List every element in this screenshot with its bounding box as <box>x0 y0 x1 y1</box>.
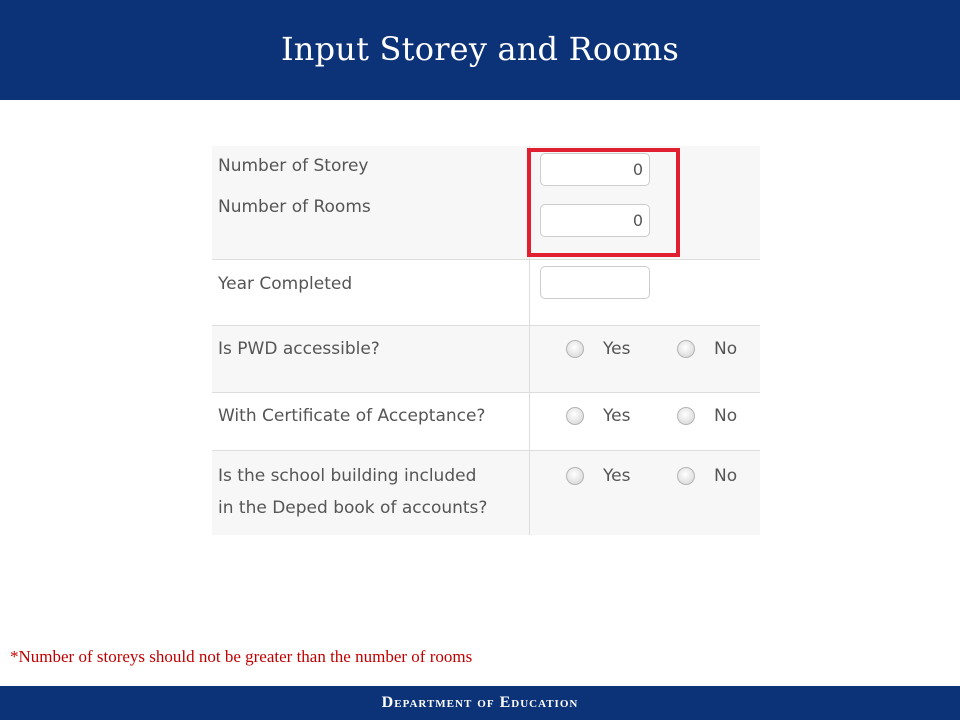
pwd-no-radio[interactable] <box>677 340 695 358</box>
rooms-input[interactable] <box>540 204 650 237</box>
book-of-accounts-no-radio[interactable] <box>677 467 695 485</box>
pwd-label: Is PWD accessible? <box>218 339 380 359</box>
year-completed-row <box>212 260 760 326</box>
pwd-row <box>212 326 760 393</box>
slide-title: Input Storey and Rooms <box>280 30 680 68</box>
book-of-accounts-label-line2: in the Deped book of accounts? <box>218 498 488 518</box>
footnote: *Number of storeys should not be greater than the number of rooms <box>10 647 473 666</box>
pwd-no-label: No <box>714 339 738 359</box>
certificate-no-radio[interactable] <box>677 407 695 425</box>
storey-input[interactable] <box>540 153 650 186</box>
book-of-accounts-label-line1: Is the school building included <box>218 466 477 486</box>
storey-label: Number of Storey <box>218 156 369 176</box>
storey-rooms-row <box>212 146 760 260</box>
pwd-radio-group <box>566 339 762 359</box>
department-name: Department of Education <box>381 694 579 711</box>
pwd-yes-radio[interactable] <box>566 340 584 358</box>
year-completed-input[interactable] <box>540 266 650 299</box>
building-form <box>212 146 760 535</box>
pwd-yes-label: Yes <box>603 339 631 359</box>
slide-header <box>0 0 960 100</box>
book-of-accounts-yes-label: Yes <box>603 466 631 486</box>
certificate-radio-group <box>566 406 762 426</box>
year-completed-label: Year Completed <box>218 274 353 294</box>
book-of-accounts-no-label: No <box>714 466 738 486</box>
certificate-yes-label: Yes <box>603 406 631 426</box>
book-of-accounts-yes-radio[interactable] <box>566 467 584 485</box>
slide-footer <box>0 686 960 720</box>
certificate-yes-radio[interactable] <box>566 407 584 425</box>
book-of-accounts-radio-group <box>566 466 762 486</box>
rooms-label: Number of Rooms <box>218 197 371 217</box>
certificate-row <box>212 393 760 451</box>
book-of-accounts-row <box>212 451 760 535</box>
certificate-no-label: No <box>714 406 738 426</box>
certificate-label: With Certificate of Acceptance? <box>218 406 486 426</box>
